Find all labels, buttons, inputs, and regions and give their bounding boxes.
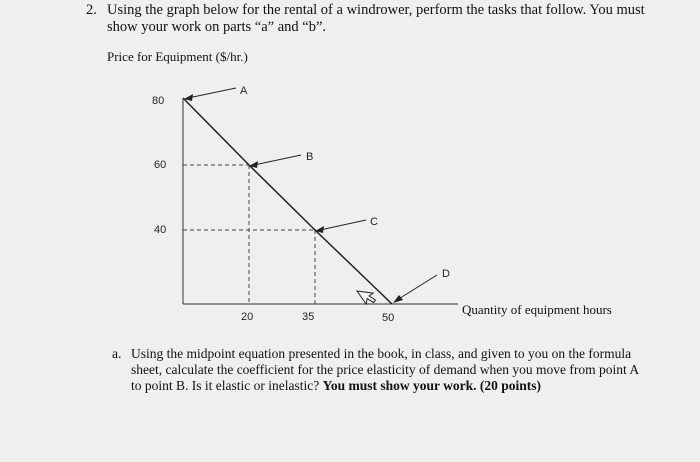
- point-d-arrowhead: [393, 295, 403, 303]
- point-b-arrow: [254, 155, 301, 165]
- demand-curve: [183, 98, 392, 304]
- point-a-arrow: [188, 88, 236, 98]
- point-b-label: B: [306, 151, 314, 163]
- part-a-label: a.: [112, 346, 122, 361]
- part-a-text: [131, 346, 651, 394]
- part-a-main: Using the midpoint equation presented in the book, in class, and given to you on the formula sheet, calculate the coefficient for the price elasticity of demand when you move from point A to point B. Is it elastic or inelastic?: [131, 346, 639, 393]
- question-text: Using the graph below for the rental of a windrower, perform the tasks that follow. You must show your work on parts “a” and “b”.: [107, 2, 645, 35]
- x-tick-50: 50: [382, 312, 395, 324]
- part-a-bold: You must show your work. (20 points): [322, 378, 542, 393]
- x-tick-35: 35: [302, 311, 315, 323]
- point-c-label: C: [370, 216, 378, 228]
- point-d-arrow: [397, 275, 437, 300]
- point-c-arrow: [320, 220, 366, 230]
- y-tick-40: 40: [154, 224, 167, 236]
- y-axis-title: Price for Equipment ($/hr.): [107, 49, 248, 64]
- y-tick-80: 80: [152, 95, 165, 107]
- question-number: 2.: [86, 2, 97, 18]
- point-d-label: D: [442, 268, 450, 280]
- x-axis-title: Quantity of equipment hours: [462, 302, 612, 317]
- x-tick-20: 20: [241, 311, 254, 323]
- y-tick-60: 60: [154, 159, 167, 171]
- point-a-label: A: [240, 85, 248, 97]
